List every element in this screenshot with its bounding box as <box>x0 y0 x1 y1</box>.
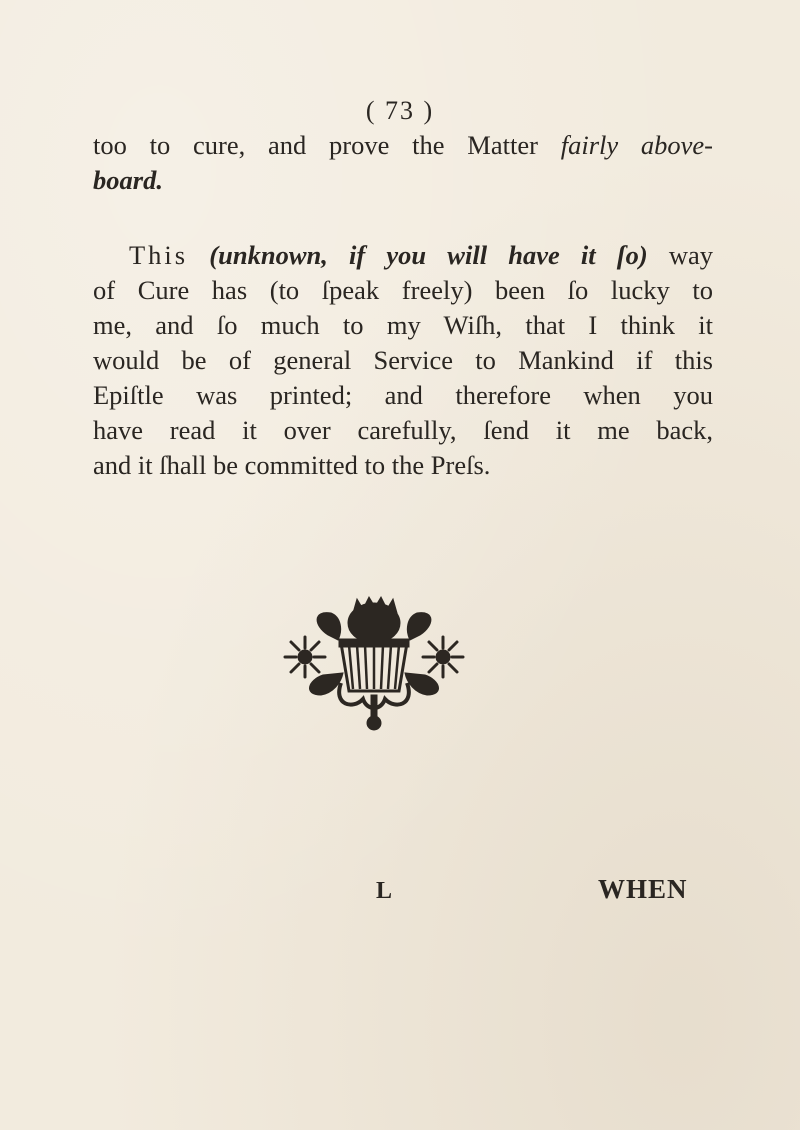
paragraph-2-line-7: and it ſhall be committed to the Preſs. <box>93 450 491 480</box>
catchword: WHEN <box>598 874 688 904</box>
paragraph-1-line-1: too to cure, and prove the Matter fairly above- <box>93 130 714 160</box>
paragraph-1-line-2: board. <box>93 165 163 195</box>
page-number: ( 73 ) <box>365 96 435 125</box>
signature-mark: L <box>376 878 393 904</box>
body-text <box>93 128 713 483</box>
paragraph-2-line-2: of Cure has (to ſpeak freely) been ſo lucky to <box>93 275 713 305</box>
paragraph-2-line-3: me, and ſo much to my Wiſh, that I think it <box>93 310 713 340</box>
paragraph-2-line-6: have read it over carefully, ſend it me back, <box>93 415 713 445</box>
paragraph-2-line-1: This (unknown, if you will have it ſo) way <box>129 240 714 270</box>
paragraph-2-line-4: would be of general Service to Mankind if this <box>93 345 713 375</box>
paragraph-2-line-5: Epiſtle was printed; and therefore when you <box>93 380 713 410</box>
floral-basket-ornament-icon <box>283 595 465 735</box>
